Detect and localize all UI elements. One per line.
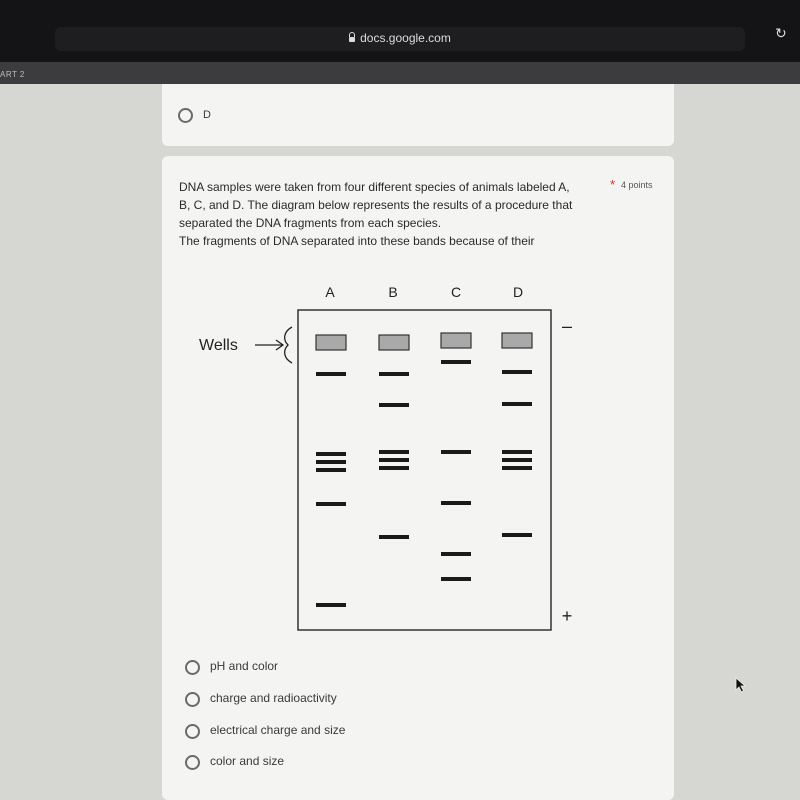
band-b-1 — [379, 372, 409, 376]
url-text: docs.google.com — [360, 31, 451, 45]
band-c-2 — [441, 450, 471, 454]
reload-icon[interactable]: ↻ — [775, 25, 787, 41]
tab-label: ART 2 — [0, 70, 25, 79]
band-b-5 — [379, 466, 409, 470]
band-a-2 — [316, 452, 346, 456]
lane-label-b: B — [388, 284, 398, 300]
mouse-cursor-icon — [735, 677, 747, 693]
band-c-1 — [441, 360, 471, 364]
option-d-label: D — [203, 109, 211, 121]
radio-option-4[interactable] — [185, 755, 200, 770]
option-4-label: color and size — [210, 754, 285, 768]
well-c — [441, 333, 471, 348]
wells-arrow-icon — [255, 327, 292, 363]
band-a-5 — [316, 502, 346, 506]
band-c-3 — [441, 501, 471, 505]
lane-label-d: D — [512, 284, 524, 300]
band-d-2 — [502, 402, 532, 406]
option-2-label: charge and radioactivity — [210, 691, 337, 705]
option-1-label: pH and color — [210, 659, 279, 673]
band-c-5 — [441, 577, 471, 581]
band-b-6 — [379, 535, 409, 539]
negative-electrode-label: – — [561, 316, 573, 336]
radio-option-3[interactable] — [185, 724, 200, 739]
band-d-4 — [502, 458, 532, 462]
band-c-4 — [441, 552, 471, 556]
band-d-1 — [502, 370, 532, 374]
band-b-3 — [379, 450, 409, 454]
wells-label: Wells — [199, 337, 238, 354]
band-b-4 — [379, 458, 409, 462]
band-a-6 — [316, 603, 346, 607]
required-asterisk: * — [610, 177, 616, 192]
points-label: 4 points — [621, 180, 653, 190]
question-line-3: separated the DNA fragments from each species. — [179, 216, 442, 230]
band-d-5 — [502, 466, 532, 470]
well-a — [316, 335, 346, 350]
option-3-label: electrical charge and size — [210, 723, 346, 737]
lane-label-a: A — [325, 284, 335, 300]
band-b-2 — [379, 403, 409, 407]
question-line-2: B, C, and D. The diagram below represents the results of a procedure that — [179, 198, 573, 212]
band-a-4 — [316, 468, 346, 472]
radio-option-1[interactable] — [185, 660, 200, 675]
question-line-4: The fragments of DNA separated into these bands because of their — [179, 234, 535, 248]
band-a-3 — [316, 460, 346, 464]
positive-electrode-label: + — [561, 606, 573, 626]
question-line-1: DNA samples were taken from four different species of animals labeled A, — [179, 180, 570, 194]
lane-label-c: C — [450, 284, 462, 300]
radio-option-2[interactable] — [185, 692, 200, 707]
band-a-1 — [316, 372, 346, 376]
band-d-6 — [502, 533, 532, 537]
band-d-3 — [502, 450, 532, 454]
well-d — [502, 333, 532, 348]
well-b — [379, 335, 409, 350]
